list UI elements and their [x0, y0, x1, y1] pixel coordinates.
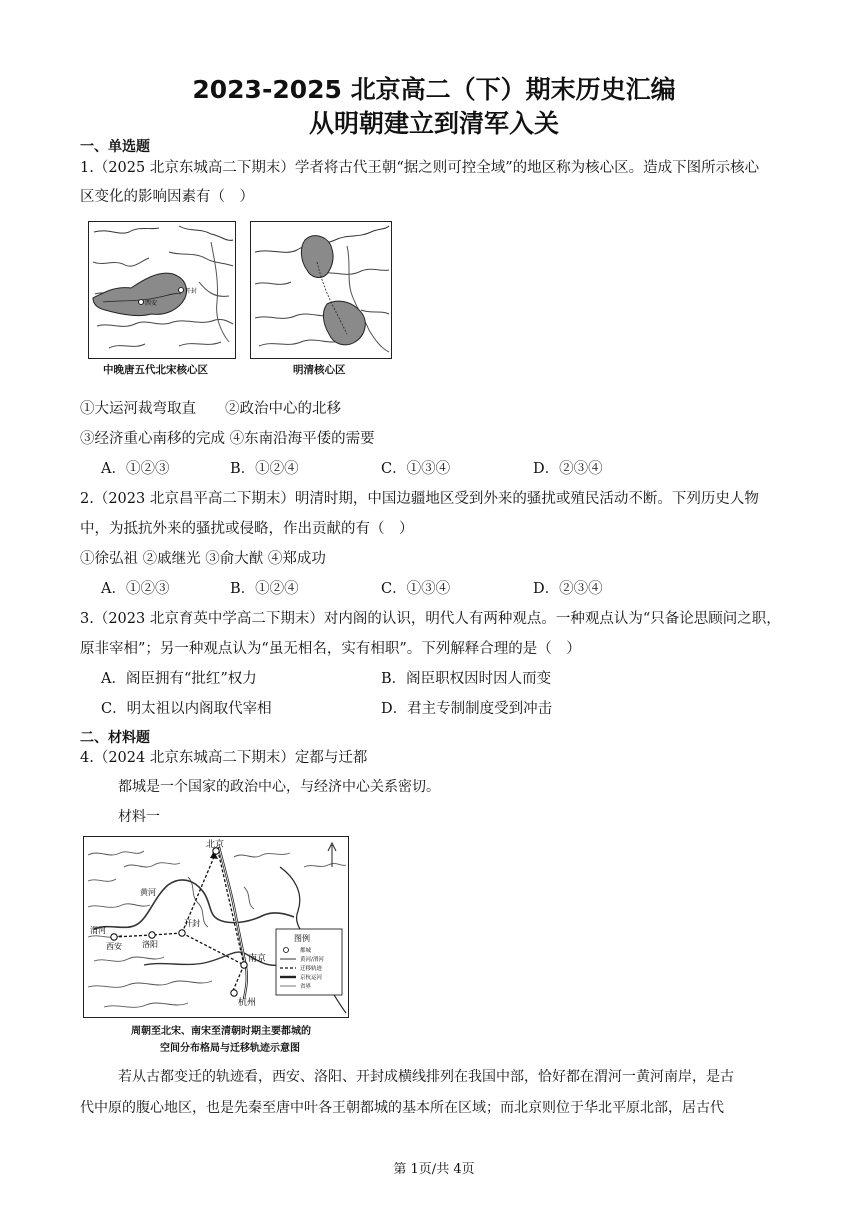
- q4-legend-item-3: 京杭运河: [300, 975, 323, 981]
- q1-map-right-caption: 明清核心区: [293, 364, 346, 376]
- q2-option-a[interactable]: A．①②③: [101, 581, 170, 597]
- q1-stem-line1: 1.（2025 北京东城高二下期末）学者将古代王朝“据之则可控全域”的地区称为核心区。造成下图所示核心: [80, 160, 760, 176]
- page-subtitle: 从明朝建立到清军入关: [308, 109, 559, 138]
- q1-option-b[interactable]: B．①②④: [230, 461, 299, 477]
- q4-map-label-weihe: 渭河: [90, 926, 106, 935]
- q4-map-label-xian: 西安: [106, 942, 122, 951]
- q4-map-label-huanghe: 黄河: [140, 888, 156, 897]
- q4-map-caption-line1: 周朝至北宋、南宋至清朝时期主要都城的: [131, 1026, 311, 1037]
- page-footer: 第 1页/共 4页: [393, 1162, 475, 1177]
- q3-option-b[interactable]: B．阁臣职权因时因人而变: [381, 671, 552, 687]
- q4-paragraph-line2: 代中原的腹心地区，也是先秦至唐中叶各王朝都城的基本所在区域；而北京则位于华北平原北部，居古代: [80, 1100, 724, 1116]
- q4-stem: 4.（2024 北京东城高二下期末）定都与迁都: [80, 750, 368, 766]
- q2-stem-line2: 中，为抵抗外来的骚扰或侵略，作出贡献的有（ ）: [80, 521, 414, 537]
- q1-option-a[interactable]: A．①②③: [101, 461, 170, 477]
- q3-option-a[interactable]: A．阁臣拥有“批红”权力: [101, 671, 257, 687]
- page-title: 2023-2025 北京高二（下）期末历史汇编: [192, 75, 676, 104]
- q2-option-b[interactable]: B．①②④: [230, 581, 299, 597]
- q4-capital-migration-map: [83, 836, 349, 1018]
- q4-map-label-luoyang: 洛阳: [142, 940, 158, 949]
- q3-stem-line1: 3.（2023 北京育英中学高二下期末）对内阁的认识，明代人有两种观点。一种观点认为“只备论思顾问之职，: [80, 611, 781, 627]
- q4-map-caption-line2: 空间分布格局与迁移轨迹示意图: [160, 1043, 300, 1054]
- q4-legend-item-0: 都城: [300, 948, 312, 954]
- q4-map-label-kaifeng: 开封: [184, 919, 200, 928]
- q1-stem-line2: 区变化的影响因素有（ ）: [80, 189, 254, 205]
- q4-legend-item-4: 省界: [300, 984, 312, 990]
- q1-statement-line1: ①大运河裁弯取直 ②政治中心的北移: [80, 401, 341, 417]
- q1-map-ming-qing: [250, 221, 392, 359]
- q4-map-legend: [276, 929, 342, 995]
- q1-map-tang-song: [88, 221, 236, 359]
- q4-intro: 都城是一个国家的政治中心，与经济中心关系密切。: [118, 779, 440, 795]
- q3-option-c[interactable]: C．明太祖以内阁取代宰相: [101, 701, 272, 717]
- q4-material-label: 材料一: [118, 809, 160, 825]
- q4-legend-item-2: 迁移轨迹: [300, 966, 323, 972]
- q4-paragraph-line1: 若从古都变迁的轨迹看，西安、洛阳、开封成横线排列在我国中部，恰好都在渭河一黄河南岸，是古: [118, 1069, 734, 1085]
- q4-legend-item-1: 黄河/渭河: [300, 957, 324, 963]
- q4-map-label-hangzhou: 杭州: [238, 998, 257, 1008]
- q2-option-c[interactable]: C．①③④: [381, 581, 451, 597]
- q1-map-label-kaifeng: 开封: [185, 288, 198, 295]
- q3-stem-line2: 原非宰相”；另一种观点认为“虽无相名，实有相职”。下列解释合理的是（ ）: [80, 641, 581, 657]
- q1-statement-line2: ③经济重心南移的完成 ④东南沿海平倭的需要: [80, 431, 375, 447]
- q4-legend-title: 图例: [294, 934, 310, 943]
- q2-option-d[interactable]: D．②③④: [533, 581, 603, 597]
- q2-stem-line1: 2.（2023 北京昌平高二下期末）明清时期，中国边疆地区受到外来的骚扰或殖民活动不断。下列历史人物: [80, 491, 759, 507]
- q4-map-label-nanjing: 南京: [248, 954, 267, 964]
- q1-map-left-caption: 中晚唐五代北宋核心区: [103, 364, 208, 376]
- section-heading-single-choice: 一、单选题: [80, 139, 150, 155]
- q4-map-label-beijing: 北京: [206, 840, 225, 850]
- q1-option-c[interactable]: C．①③④: [381, 461, 451, 477]
- section-heading-material: 二、材料题: [80, 730, 150, 746]
- q1-map-label-xian: 西安: [145, 300, 158, 307]
- q1-option-d[interactable]: D．②③④: [533, 461, 603, 477]
- q3-option-d[interactable]: D．君主专制制度受到冲击: [381, 701, 553, 717]
- q2-statements: ①徐弘祖 ②戚继光 ③俞大猷 ④郑成功: [80, 551, 326, 567]
